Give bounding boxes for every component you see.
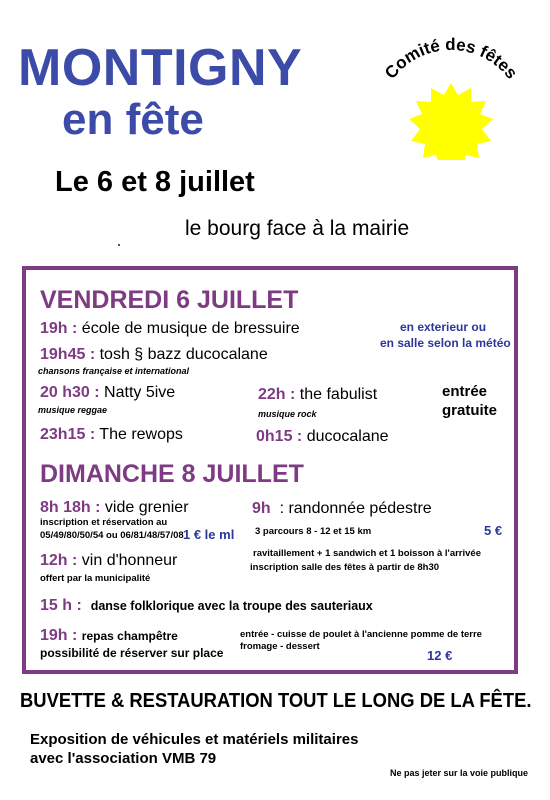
weather-note: en exterieur ou (400, 320, 487, 334)
event-time: 19h : (40, 320, 78, 337)
buvette-banner: BUVETTE & RESTAURATION TOUT LE LONG DE LA FÊTE. (20, 690, 532, 712)
logo-text: Comité des fêtes (380, 34, 522, 83)
title-en-fete: en fête (62, 95, 204, 144)
repas-menu: entrée - cuisse de poulet à l'ancienne pomme de terre (240, 629, 482, 640)
friday-event-2 (40, 346, 268, 364)
vide-grenier (40, 499, 189, 517)
event-time: 22h : (258, 386, 296, 403)
event-name: danse folklorique avec la troupe des sauteriaux (90, 599, 373, 613)
vide-price: 1 € le ml (183, 527, 235, 542)
friday-event-5 (40, 426, 183, 444)
event-name: the fabulist (299, 386, 378, 403)
event-name: Natty 5ive (104, 384, 176, 401)
event-name: ducocalane (306, 428, 389, 445)
event-time: 0h15 : (256, 428, 303, 445)
event-name: école de musique de bressuire (81, 320, 300, 337)
repas (40, 627, 178, 645)
rando-inscription: inscription salle des fêtes à partir de 8h30 (250, 562, 440, 573)
event-time: 12h : (40, 552, 78, 569)
event-name: tosh § bazz ducocalane (99, 346, 268, 363)
vin-honneur (40, 552, 177, 570)
event-name: : randonnée pédestre (279, 500, 432, 517)
vide-info: inscription et réservation au (40, 517, 168, 528)
dot (118, 244, 120, 246)
repas-price: 12 € (427, 648, 453, 663)
vide-phone: 05/49/80/50/54 ou 06/81/48/57/08 (40, 530, 184, 541)
rando-info: 3 parcours 8 - 12 et 15 km (255, 526, 372, 537)
legal-notice: Ne pas jeter sur la voie publique (390, 768, 529, 778)
randonnee (252, 500, 432, 518)
event-time: 15 h : (40, 597, 82, 614)
event-time: 20 h30 : (40, 384, 100, 401)
event-time: 8h 18h : (40, 499, 101, 516)
repas-reservation: possibilité de réserver sur place (40, 646, 224, 660)
friday-event-3 (40, 384, 175, 402)
event-name: repas champêtre (81, 629, 178, 643)
title-montigny: MONTIGNY (18, 39, 303, 97)
friday-heading: VENDREDI 6 JUILLET (40, 286, 299, 314)
weather-note-2: en salle selon la météo (380, 336, 511, 350)
vin-subtitle: offert par la municipalité (40, 573, 151, 584)
event-name: The rewops (99, 426, 183, 443)
friday-event-1 (40, 320, 300, 338)
exposition-line-2: avec l'association VMB 79 (30, 750, 217, 767)
event-subtitle: musique reggae (38, 405, 108, 415)
rando-ravitaillement: ravitaillement + 1 sandwich et 1 boisson à l'arrivée (253, 548, 481, 559)
event-time: 23h15 : (40, 426, 96, 443)
free-entry: entrée (442, 383, 488, 400)
event-subtitle: musique rock (258, 409, 317, 419)
danse (40, 597, 373, 615)
event-subtitle: chansons française et international (38, 366, 190, 376)
event-name: vide grenier (104, 499, 189, 516)
event-time: 9h (252, 500, 271, 517)
friday-event-4 (258, 386, 377, 404)
event-location: le bourg face à la mairie (185, 217, 410, 240)
comite-des-fetes-logo (365, 30, 535, 160)
event-time: 19h45 : (40, 346, 96, 363)
rando-price: 5 € (484, 523, 503, 538)
exposition-line-1: Exposition de véhicules et matériels militaires (30, 731, 359, 748)
sun-icon (409, 83, 493, 160)
svg-text:Comité des fêtes (381, 35, 521, 82)
event-dates: Le 6 et 8 juillet (55, 166, 255, 198)
repas-menu-2: fromage - dessert (240, 641, 320, 652)
event-time: 19h : (40, 627, 78, 644)
free-entry-2: gratuite (442, 402, 498, 419)
friday-event-6 (256, 428, 389, 446)
sunday-heading: DIMANCHE 8 JUILLET (40, 460, 304, 488)
event-name: vin d'honneur (81, 552, 178, 569)
